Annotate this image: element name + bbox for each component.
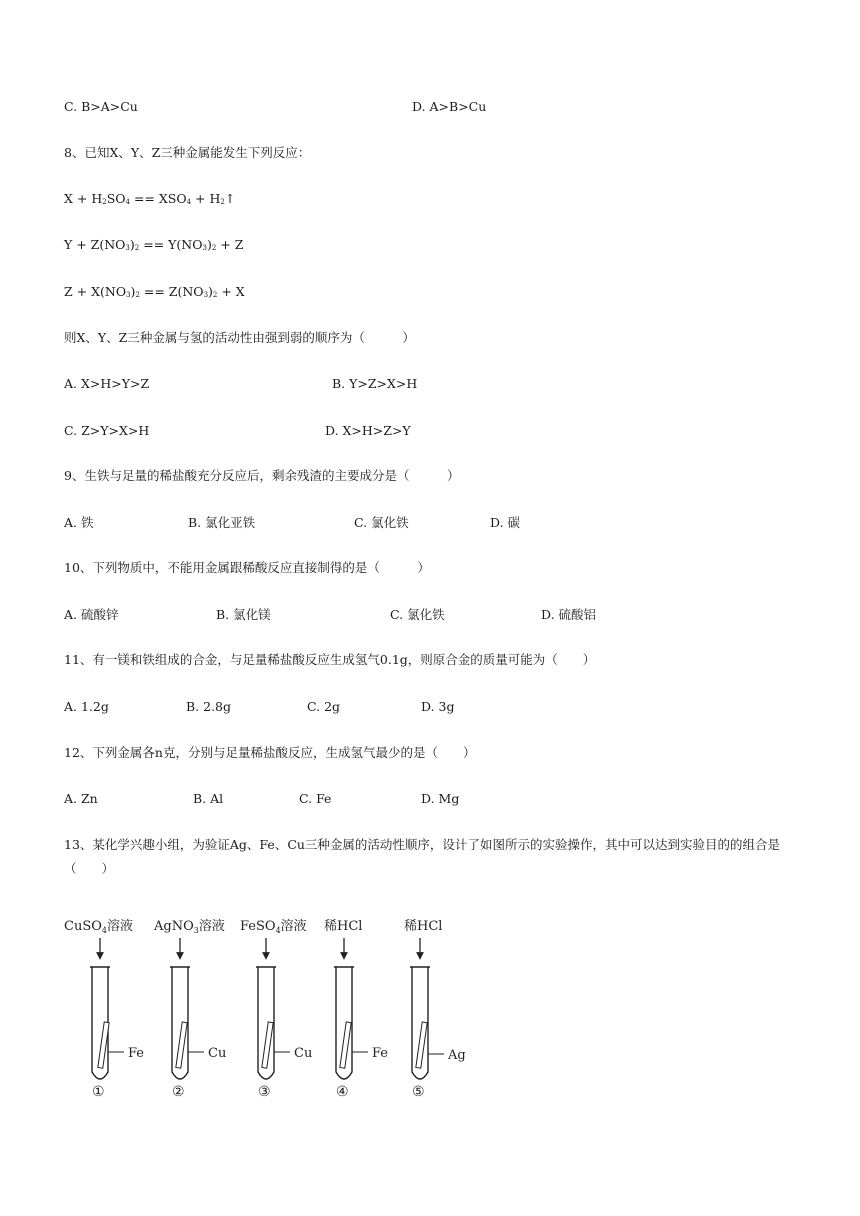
q12-option-a: A. Zn <box>64 791 98 806</box>
tube-2-metal: Cu <box>208 1046 227 1061</box>
tube-1-metal: Fe <box>128 1046 145 1061</box>
q11-option-d: D. 3g <box>421 699 455 714</box>
q8-equation-3: $Z + X(NO_3)_2 == Z(NO_3)_2 + X$ <box>64 284 245 299</box>
q7-option-c: C. B>A>Cu <box>64 99 138 114</box>
q8-equation-2: $Y + Z(NO_3)_2 == Y(NO_3)_2 + Z$ <box>64 237 244 252</box>
q10-option-d: D. 硫酸铝 <box>541 607 597 622</box>
tube-4-number: ④ <box>336 1084 349 1100</box>
q9-option-b: B. 氯化亚铁 <box>188 515 256 530</box>
q8-stem: 8、已知X、Y、Z三种金属能发生下列反应： <box>64 145 311 160</box>
q7-option-d: D. A>B>Cu <box>412 99 487 114</box>
q10-option-c: C. 氯化铁 <box>390 607 445 622</box>
tube-2-number: ② <box>172 1084 185 1100</box>
tube-4-reagent: 稀HCl <box>324 919 363 934</box>
q12-option-d: D. Mg <box>421 791 460 806</box>
test-tube-3 <box>240 918 312 1100</box>
tube-3-metal-strip <box>262 1022 273 1068</box>
q9-option-d: D. 碳 <box>490 515 521 530</box>
q12-option-b: B. Al <box>193 791 224 806</box>
tube-3-metal: Cu <box>294 1046 313 1061</box>
q9-option-a: A. 铁 <box>64 515 94 530</box>
q10-option-b: B. 氯化镁 <box>216 607 271 622</box>
tube-2-reagent: AgNO$_3$溶液 <box>154 919 225 935</box>
q11-option-a: A. 1.2g <box>64 699 109 714</box>
q11-stem: 11、有一镁和铁组成的合金，与足量稀盐酸反应生成氢气0.1g，则原合金的质量可能为（ ） <box>64 652 596 667</box>
tube-3-reagent: FeSO$_4$溶液 <box>240 919 307 935</box>
tube-4-metal-strip <box>340 1022 351 1068</box>
q11-option-b: B. 2.8g <box>186 699 232 714</box>
test-tubes-figure <box>62 912 482 1102</box>
q8-equation-1: $X + H_2SO_4 == XSO_4$ + $H_2↑$ <box>64 191 236 206</box>
q8-question: 则X、Y、Z三种金属与氢的活动性由强到弱的顺序为（ ） <box>64 330 415 345</box>
q12-option-c: C. Fe <box>299 791 332 806</box>
tube-1-number: ① <box>92 1084 105 1100</box>
tube-1-reagent: CuSO$_4$溶液 <box>64 919 133 935</box>
q8-option-c: C. Z>Y>X>H <box>64 423 150 438</box>
q9-stem: 9、生铁与足量的稀盐酸充分反应后，剩余残渣的主要成分是（ ） <box>64 468 460 483</box>
tube-5-metal-strip <box>416 1022 427 1068</box>
q8-option-d: D. X>H>Z>Y <box>325 423 411 438</box>
tube-5-number: ⑤ <box>412 1084 425 1100</box>
q8-option-b: B. Y>Z>X>H <box>332 376 418 391</box>
test-tube-2 <box>153 918 226 1100</box>
tube-4-metal: Fe <box>372 1046 389 1061</box>
q11-option-c: C. 2g <box>307 699 341 714</box>
q8-option-a: A. X>H>Y>Z <box>64 376 150 391</box>
q10-stem: 10、下列物质中，不能用金属跟稀酸反应直接制得的是（ ） <box>64 560 430 575</box>
q13-stem: 13、某化学兴趣小组，为验证Ag、Fe、Cu三种金属的活动性顺序，设计了如图所示的实验操作，其中可以达到实验目的的组合是（ ） <box>64 837 780 876</box>
q12-stem: 12、下列金属各n克，分别与足量稀盐酸反应，生成氢气最少的是（ ） <box>64 745 476 760</box>
test-tube-4 <box>324 918 388 1100</box>
tube-5-reagent: 稀HCl <box>404 919 443 934</box>
test-tube-1 <box>64 918 144 1100</box>
q10-option-a: A. 硫酸锌 <box>64 607 119 622</box>
test-tube-5 <box>404 918 466 1100</box>
tube-3-number: ③ <box>258 1084 271 1100</box>
tube-2-metal-strip <box>176 1022 187 1068</box>
q9-option-c: C. 氯化铁 <box>354 515 409 530</box>
tube-5-metal: Ag <box>448 1048 466 1063</box>
